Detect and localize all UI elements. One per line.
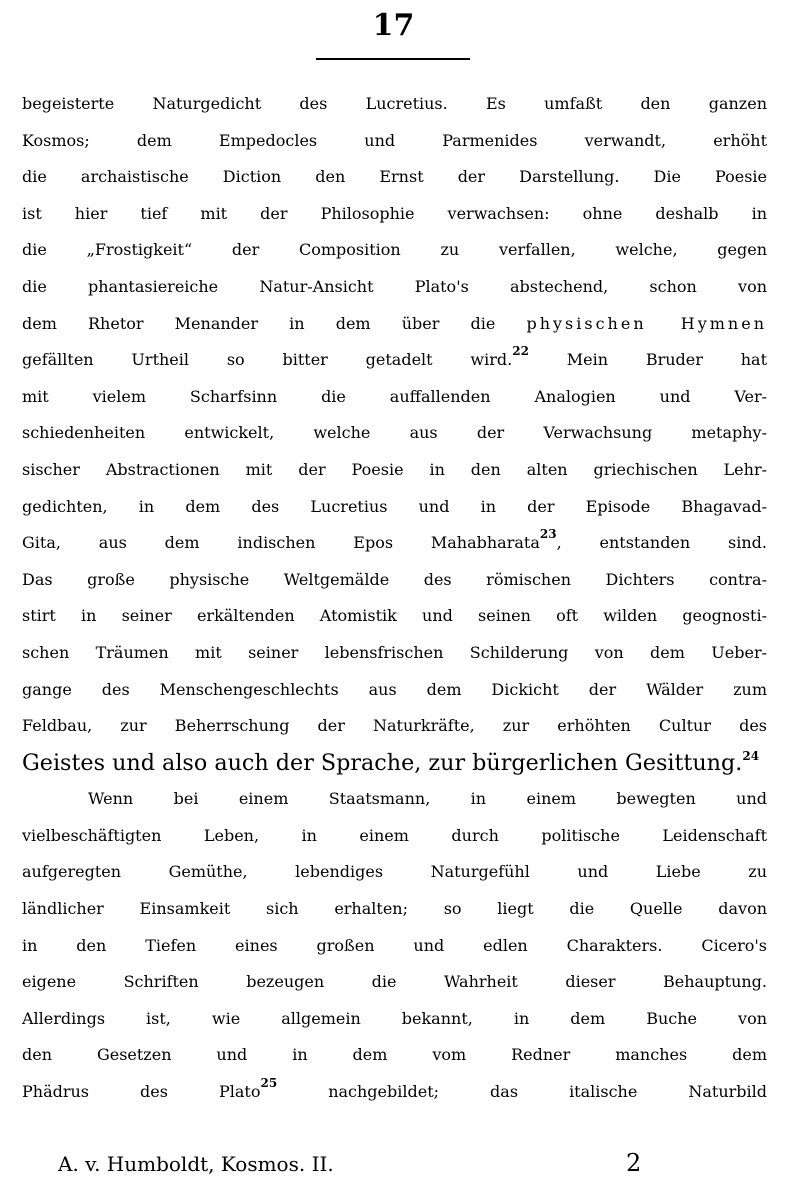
text-line [22, 635, 767, 672]
line-text: begeisterte Naturgedicht des Lucretius. Es umfaßt den ganzen [22, 94, 767, 113]
line-text-continued: Mein Bruder hat [528, 350, 768, 370]
line-text: eigene Schriften bezeugen die Wahrheit dieser Behauptung. [22, 972, 767, 992]
line-text: Das große physische Weltgemälde des römischen Dichters contra- [22, 569, 767, 589]
line-text-continued: , entstanden sind. [556, 533, 767, 553]
footnote-marker: 24 [742, 748, 760, 763]
text-line [22, 452, 767, 489]
line-text: schiedenheiten entwickelt, welche aus der Verwachsung metaphy- [22, 423, 767, 443]
line-text: die archaistische Diction den Ernst der Darstellung. Die Poesie [22, 167, 767, 187]
text-line [22, 964, 767, 1001]
text-line [22, 1001, 767, 1038]
line-text: vielbeschäftigten Leben, in einem durch politische Leidenschaft [22, 825, 767, 845]
text-line [22, 781, 767, 818]
line-text: gefällten Urtheil so bitter getadelt wird. [22, 350, 513, 370]
line-text: stirt in seiner erkältenden Atomistik und seinen oft wilden geognosti- [22, 606, 767, 626]
text-line [22, 232, 767, 269]
line-text: Allerdings ist, wie allgemein bekannt, in dem Buche von [22, 1008, 767, 1028]
text-line [22, 598, 767, 635]
line-text: schen Träumen mit seiner lebensfrischen Schilderung von dem Ueber- [22, 642, 767, 662]
footnote-marker: 22 [512, 344, 529, 359]
line-text: gedichten, in dem des Lucretius und in der Episode Bhagavad- [22, 496, 767, 516]
text-line [22, 854, 767, 891]
line-text: Kosmos; dem Empedocles und Parmenides verwandt, erhöht [22, 130, 767, 150]
line-text: in den Tiefen eines großen und edlen Charakters. Cicero's [22, 935, 767, 955]
line-text: gange des Menschengeschlechts aus dem Dickicht der Wälder zum [22, 679, 767, 699]
line-text: ländlicher Einsamkeit sich erhalten; so liegt die Quelle davon [22, 899, 767, 919]
line-text: aufgeregten Gemüthe, lebendiges Naturgefühl und Liebe zu [22, 862, 767, 882]
text-line [22, 159, 767, 196]
text-line [22, 306, 767, 343]
line-text: Feldbau, zur Beherrschung der Naturkräfte, zur erhöhten Cultur des [22, 716, 767, 736]
footnote-marker: 25 [260, 1076, 278, 1091]
text-line [22, 415, 767, 452]
text-line [22, 562, 767, 599]
spaced-emphasis: physischen Hymnen [526, 313, 768, 333]
text-line [22, 123, 767, 160]
line-text: Wenn bei einem Staatsmann, in einem bewegten und [88, 789, 767, 809]
line-text-continued: nachgebildet; das italische Naturbild [277, 1082, 767, 1102]
text-line [22, 196, 767, 233]
header-rule [316, 58, 470, 60]
footnote-marker: 23 [539, 527, 557, 542]
text-line [22, 672, 767, 709]
text-line [22, 891, 767, 928]
page-number: 17 [372, 8, 415, 43]
footer-signature: A. v. Humboldt, Kosmos. II. [58, 1152, 334, 1176]
line-text: dem Rhetor Menander in dem über die [22, 313, 527, 333]
line-text: den Gesetzen und in dem vom Redner manches dem [22, 1045, 767, 1065]
body-text [22, 86, 767, 1111]
line-text: Gita, aus dem indischen Epos Mahabharata [22, 533, 540, 553]
line-text: Geistes und also auch der Sprache, zur bürgerlichen Gesittung. [22, 749, 743, 776]
line-text: die „Frostigkeit“ der Composition zu verfallen, welche, gegen [22, 240, 767, 260]
text-line [22, 1074, 767, 1111]
text-line [22, 525, 767, 562]
line-text: ist hier tief mit der Philosophie verwachsen: ohne deshalb in [22, 203, 767, 223]
line-text: mit vielem Scharfsinn die auffallenden Analogien und Ver- [22, 386, 767, 406]
line-text: die phantasiereiche Natur-Ansicht Plato's abstechend, schon von [22, 276, 767, 296]
sheet-number: 2 [626, 1149, 642, 1177]
text-line [22, 928, 767, 965]
text-line [22, 379, 767, 416]
text-line [22, 269, 767, 306]
text-line [22, 489, 767, 526]
text-line [22, 708, 767, 745]
text-line [22, 745, 767, 782]
text-line [22, 818, 767, 855]
text-line [22, 342, 767, 379]
line-text: sischer Abstractionen mit der Poesie in den alten griechischen Lehr- [22, 459, 767, 479]
text-line [22, 86, 767, 123]
text-line [22, 1037, 767, 1074]
line-text: Phädrus des Plato [22, 1082, 261, 1102]
